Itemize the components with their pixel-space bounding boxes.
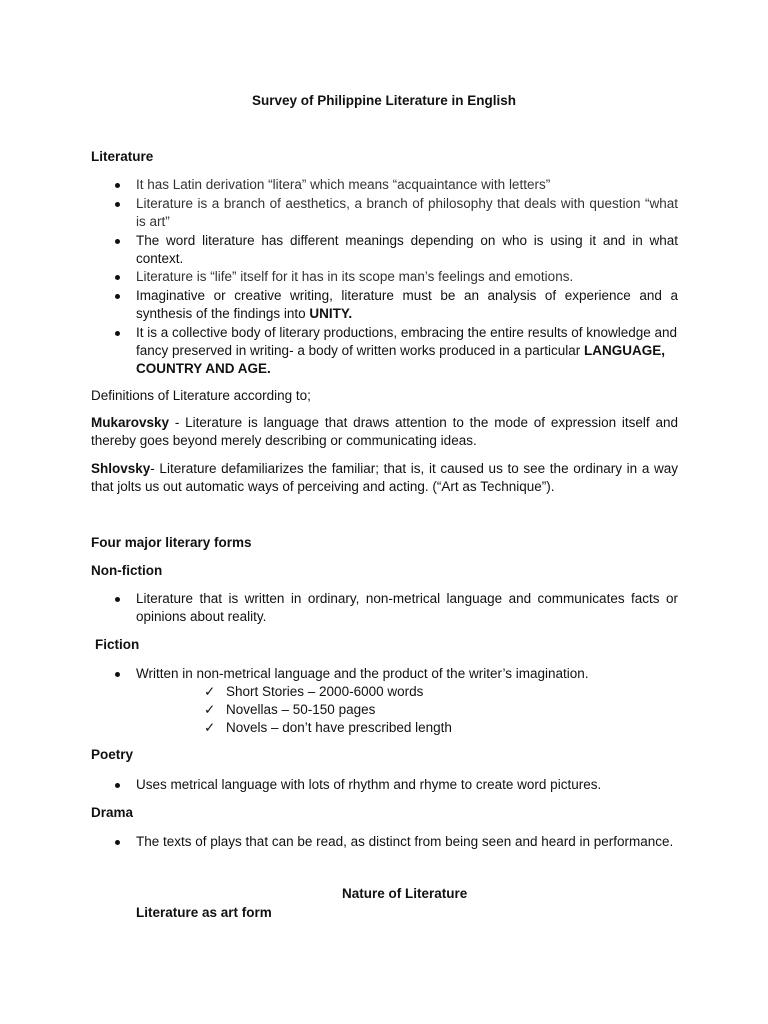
literature-bullet-list [136, 176, 678, 378]
list-item: ✓ Novels – don’t have prescribed length [204, 720, 452, 735]
bullet-dot [115, 202, 120, 207]
fiction-checklist [204, 683, 452, 737]
nature-heading: Nature of Literature [342, 886, 468, 901]
bullet-dot [115, 331, 120, 336]
fiction-bullet-list [136, 665, 678, 683]
bullet-dot [115, 672, 120, 677]
bullet-dot [115, 183, 120, 188]
checkmark-icon: ✓ [204, 684, 216, 699]
literature-heading: Literature [91, 149, 154, 164]
nonfiction-bullet-list [136, 590, 678, 626]
bullet-dot [115, 783, 120, 788]
bullet-dot [115, 275, 120, 280]
list-item: It has Latin derivation “litera” which means “acquaintance with letters” [136, 176, 678, 194]
list-item: Literature that is written in ordinary, non-metrical language and communicates facts or opinions about reality. [136, 590, 678, 626]
list-item: The texts of plays that can be read, as distinct from being seen and heard in performance. [136, 833, 716, 851]
list-item: ✓ Novellas – 50-150 pages [204, 702, 376, 717]
definition-shlovsky: Shlovsky- Literature defamiliarizes the familiar; that is, it caused us to see the ordinary in a way that jolts us out automatic ways of perceiving and acting. (“Art as Technique”). [91, 461, 678, 494]
list-item: Uses metrical language with lots of rhythm and rhyme to create word pictures. [136, 776, 696, 794]
drama-heading: Drama [91, 805, 134, 820]
list-item: Written in non-metrical language and the product of the writer’s imagination. [136, 665, 678, 683]
bullet-dot [115, 294, 120, 299]
list-item: Literature is “life” itself for it has in its scope man’s feelings and emotions. [136, 268, 678, 286]
nature-subheading: Literature as art form [136, 905, 272, 920]
bullet-dot [115, 597, 120, 602]
list-item: Imaginative or creative writing, literature must be an analysis of experience and a synthesis of the findings into UNITY. [136, 287, 678, 323]
fiction-heading: Fiction [95, 637, 140, 652]
bullet-dot [115, 239, 120, 244]
poetry-bullet-list [136, 776, 696, 794]
checkmark-icon: ✓ [204, 720, 216, 735]
document-title: Survey of Philippine Literature in English [251, 93, 517, 108]
nonfiction-heading: Non-fiction [91, 563, 163, 578]
poetry-heading: Poetry [91, 747, 134, 762]
bullet-dot [115, 840, 120, 845]
drama-bullet-list [136, 833, 716, 851]
definitions-intro: Definitions of Literature according to; [91, 388, 311, 403]
list-item: ✓ Short Stories – 2000-6000 words [204, 684, 424, 699]
four-forms-heading: Four major literary forms [91, 535, 252, 550]
list-item: It is a collective body of literary productions, embracing the entire results of knowledge and fancy preserved in writing- a body of written works produced in a particular LANGUAGE, COUNTRY AND AGE. [136, 324, 678, 378]
definition-mukarovsky: Mukarovsky - Literature is language that draws attention to the mode of expression itself and thereby goes beyond merely describing or communicating ideas. [91, 415, 678, 448]
checkmark-icon: ✓ [204, 702, 216, 717]
list-item: The word literature has different meanings depending on who is using it and in what context. [136, 232, 678, 268]
list-item: Literature is a branch of aesthetics, a branch of philosophy that deals with question “what is art” [136, 195, 678, 231]
